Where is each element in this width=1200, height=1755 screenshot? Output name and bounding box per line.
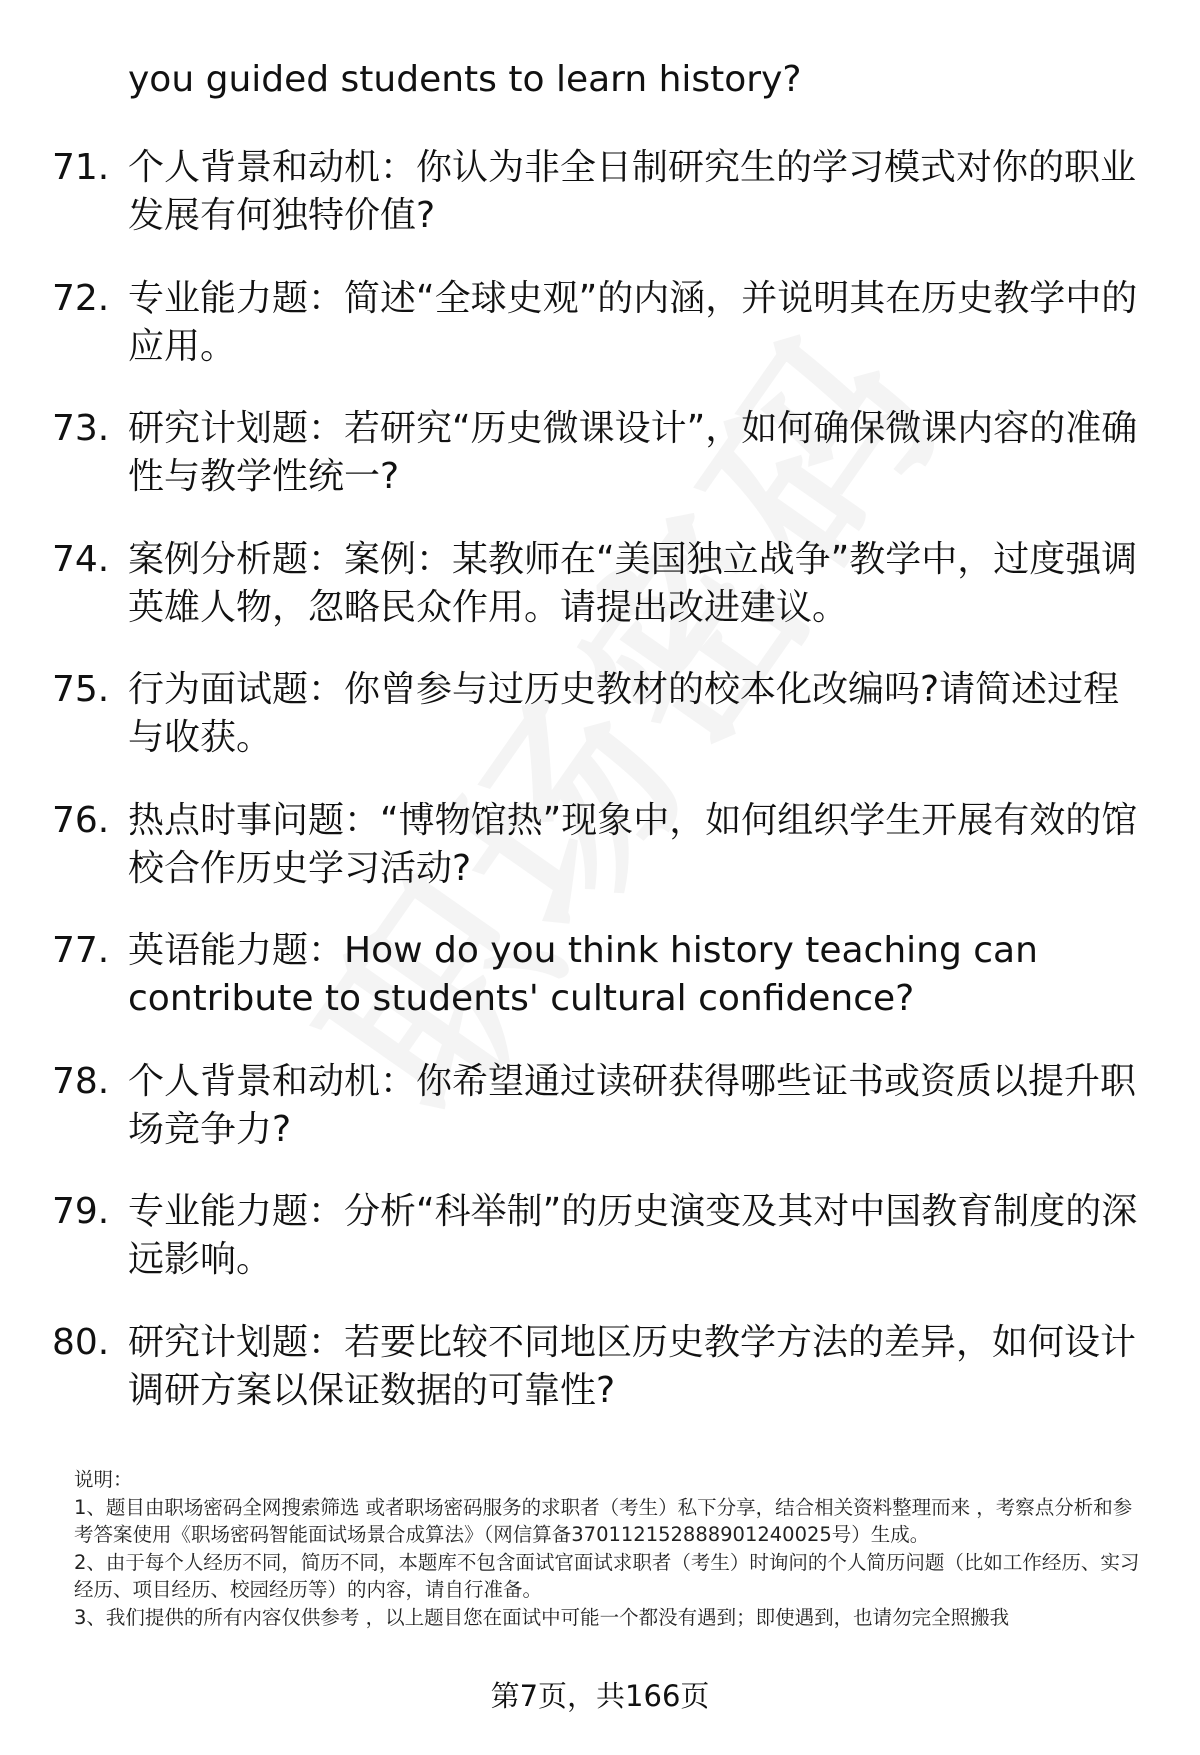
question-item — [0, 144, 1200, 275]
question-item — [0, 405, 1200, 536]
question-number: 71. — [52, 147, 110, 188]
question-text: 行为面试题：你曾参与过历史教材的校本化改编吗?请简述过程与收获。 — [128, 669, 1120, 758]
question-item — [0, 927, 1200, 1058]
question-number: 75. — [52, 669, 110, 710]
question-text: 案例分析题：案例：某教师在“美国独立战争”教学中，过度强调英雄人物，忽略民众作用。请提出改进建议。 — [128, 538, 1138, 628]
question-text: 研究计划题：若要比较不同地区历史教学方法的差异，如何设计调研方案以保证数据的可靠性? — [128, 1321, 1137, 1411]
question-text: 研究计划题：若研究“历史微课设计”，如何确保微课内容的准确性与教学性统一? — [128, 408, 1138, 497]
question-text: 专业能力题：简述“全球史观”的内涵，并说明其在历史教学中的应用。 — [128, 277, 1138, 367]
question-text: 英语能力题：How do you think history teaching can contribute to students' cultural confidence? — [128, 930, 1038, 1019]
note-item: 2、由于每个人经历不同，简历不同，本题库不包含面试官面试求职者（考生）时询问的个人简历问题（比如工作经历、实习经历、项目经历、校园经历等）的内容，请自行准备。 — [74, 1550, 1140, 1601]
note-item: 3、我们提供的所有内容仅供参考 ，以上题目您在面试中可能一个都没有遇到；即使遇到，也请勿完全照搬我 — [74, 1605, 1010, 1629]
question-number: 73. — [52, 408, 110, 449]
question-item — [0, 536, 1200, 667]
question-item — [0, 275, 1200, 406]
question-text: 专业能力题：分析“科举制”的历史演变及其对中国教育制度的深远影响。 — [128, 1191, 1138, 1280]
question-list — [0, 144, 1200, 1449]
question-item — [0, 666, 1200, 797]
page-number: 第7页，共166页 — [490, 1679, 710, 1713]
question-text: 热点时事问题：“博物馆热”现象中，如何组织学生开展有效的馆校合作历史学习活动? — [128, 799, 1138, 889]
notes-section — [74, 1466, 1150, 1631]
question-item — [0, 1058, 1200, 1189]
question-number: 77. — [52, 930, 110, 971]
note-item: 1、题目由职场密码全网搜索筛选 或者职场密码服务的求职者（考生）私下分享，结合相关资料整理而来 ，考察点分析和参考答案使用《职场密码智能面试场景合成算法》（网信算备370112152888901240025号）生成。 — [74, 1495, 1133, 1546]
question-number: 80. — [52, 1321, 110, 1363]
question-item — [0, 797, 1200, 928]
question-text: 个人背景和动机：你认为非全日制研究生的学习模式对你的职业发展有何独特价值? — [128, 147, 1137, 236]
question-text: 个人背景和动机：你希望通过读研获得哪些证书或资质以提升职场竞争力? — [128, 1060, 1137, 1150]
continued-question-text: you guided students to learn history? — [128, 59, 802, 100]
question-number: 74. — [52, 538, 110, 580]
question-item — [0, 1188, 1200, 1319]
question-number: 78. — [52, 1060, 110, 1102]
question-number: 79. — [52, 1191, 110, 1232]
question-item — [0, 1319, 1200, 1450]
question-number: 76. — [52, 799, 110, 841]
notes-heading: 说明： — [74, 1468, 133, 1491]
question-number: 72. — [52, 277, 110, 319]
